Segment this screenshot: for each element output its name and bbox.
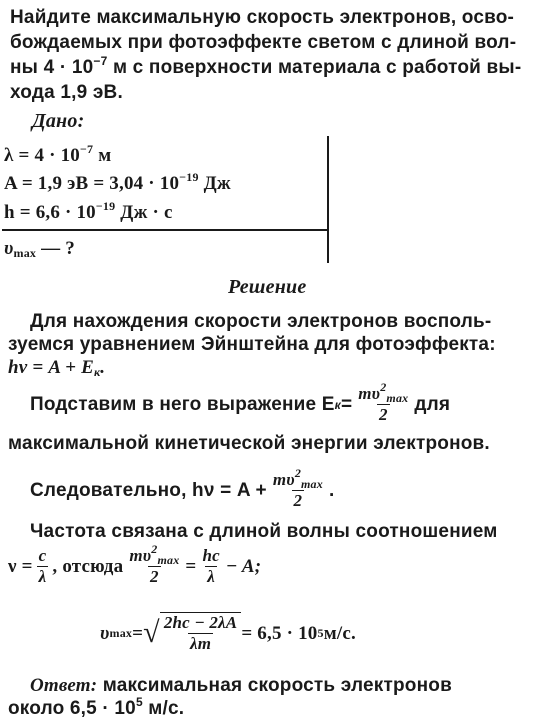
text: . [328, 480, 335, 501]
text: mυ [129, 546, 152, 565]
radicand-fraction [162, 613, 240, 654]
text: λ = 4 · 10 [4, 145, 80, 166]
fraction-denominator: λ [207, 567, 216, 586]
exponent: 2 [294, 466, 302, 480]
given-work-function [4, 172, 231, 195]
given-horizontal-divider [2, 229, 329, 231]
solution-p3 [30, 466, 335, 511]
answer-label: Ответ: [30, 675, 98, 696]
exponent: 2 [151, 542, 158, 556]
subscript: max [13, 246, 37, 260]
subscript: max [157, 553, 180, 567]
fraction-numerator: hc [202, 546, 220, 565]
fraction-denominator: λm [189, 634, 212, 653]
hc-over-lambda-fraction [200, 546, 221, 587]
text: = [132, 622, 144, 644]
text: υ [100, 622, 110, 644]
fraction-denominator: λ [38, 567, 47, 586]
answer-line-2 [8, 697, 184, 720]
text: Дж [198, 173, 231, 194]
text: — ? [36, 238, 75, 259]
kinetic-energy-fraction [127, 542, 181, 587]
solution-p4-line-2 [8, 542, 262, 587]
text: hν = A + E [8, 357, 94, 378]
exponent: 2 [380, 380, 387, 394]
text: ны 4 · 10 [10, 57, 94, 78]
solution-p4-line-1: Частота связана с длиной волны соотношением [30, 521, 498, 542]
subscript: max [301, 477, 323, 491]
text: максимальная скорость электронов [97, 675, 452, 696]
text: . [100, 357, 106, 378]
exponent: −19 [95, 199, 116, 213]
text: υ [4, 238, 14, 259]
text: Следовательно, hν = A + [30, 480, 267, 501]
solution-p1-line-2: зуемся уравнением Эйнштейна для фотоэффекта: [8, 334, 496, 355]
exponent: −7 [93, 54, 108, 68]
problem-line-3 [10, 56, 521, 79]
text: = [340, 394, 353, 415]
text: Подставим в него выражение E [30, 394, 335, 415]
text: h = 6,6 · 10 [4, 202, 96, 223]
given-vertical-divider [327, 136, 329, 263]
text: = [185, 556, 197, 577]
text: м [93, 145, 112, 166]
radicand [160, 612, 242, 654]
text: A = 1,9 эВ = 3,04 · 10 [4, 173, 180, 194]
subscript: max [386, 391, 409, 405]
text: ν = [8, 556, 33, 577]
subscript: к [93, 365, 101, 379]
fraction-numerator [127, 542, 181, 567]
text: Дж · с [115, 202, 173, 223]
solution-heading: Решение [228, 276, 307, 298]
text: около 6,5 · 10 [8, 698, 136, 719]
square-root [143, 612, 241, 654]
fraction-numerator: 2hc − 2λA [163, 613, 238, 632]
fraction-denominator: 2 [293, 491, 303, 510]
fraction-numerator: c [38, 546, 47, 565]
given-label: Дано: [32, 110, 85, 132]
fraction-denominator: 2 [150, 567, 159, 586]
text: = 6,5 · 10 [241, 622, 318, 644]
solution-result-formula: υ max = √ $\frac{2hc - 2\lambda A}{\lambda m}$ = 6,5 · 10 5 м/с. [100, 613, 356, 653]
text: м/с. [323, 622, 356, 644]
exponent: 5 [135, 695, 143, 709]
problem-line-2: бождаемых при фотоэффекте светом с длиной вол- [10, 32, 517, 53]
c-over-lambda-fraction [37, 546, 49, 587]
radical-sign-icon: √ [143, 616, 160, 649]
fraction-numerator [356, 380, 410, 405]
solution-p1-line-1: Для нахождения скорости электронов восполь- [30, 311, 492, 332]
text: , отсюда [52, 556, 124, 577]
text: м с поверхности материала с работой вы- [107, 57, 522, 78]
problem-line-4: хода 1,9 эВ. [10, 82, 123, 103]
fraction-denominator: 2 [378, 405, 388, 424]
kinetic-energy-fraction [356, 380, 410, 425]
given-find [4, 237, 75, 260]
text: mυ [272, 470, 295, 489]
answer-line-1 [30, 674, 452, 697]
solution-p2-line-2: максимальной кинетической энергии электронов. [8, 433, 490, 454]
solution-p2-line-1: Подставим в него выражение E к = $\frac{m\upsilon^2_{max}}{2}$ для [30, 380, 451, 424]
text: м/с. [142, 698, 185, 719]
problem-line-1: Найдите максимальную скорость электронов, осво- [10, 7, 515, 28]
solution-p1-line-3 [8, 356, 105, 379]
kinetic-energy-fraction [271, 466, 325, 511]
text: − A; [225, 556, 262, 577]
text: mυ [358, 384, 381, 403]
given-planck [4, 201, 173, 224]
fraction-numerator [271, 466, 325, 491]
exponent: −7 [80, 142, 94, 156]
exponent: −19 [179, 170, 199, 184]
given-lambda [4, 144, 111, 167]
text: для [414, 394, 451, 415]
